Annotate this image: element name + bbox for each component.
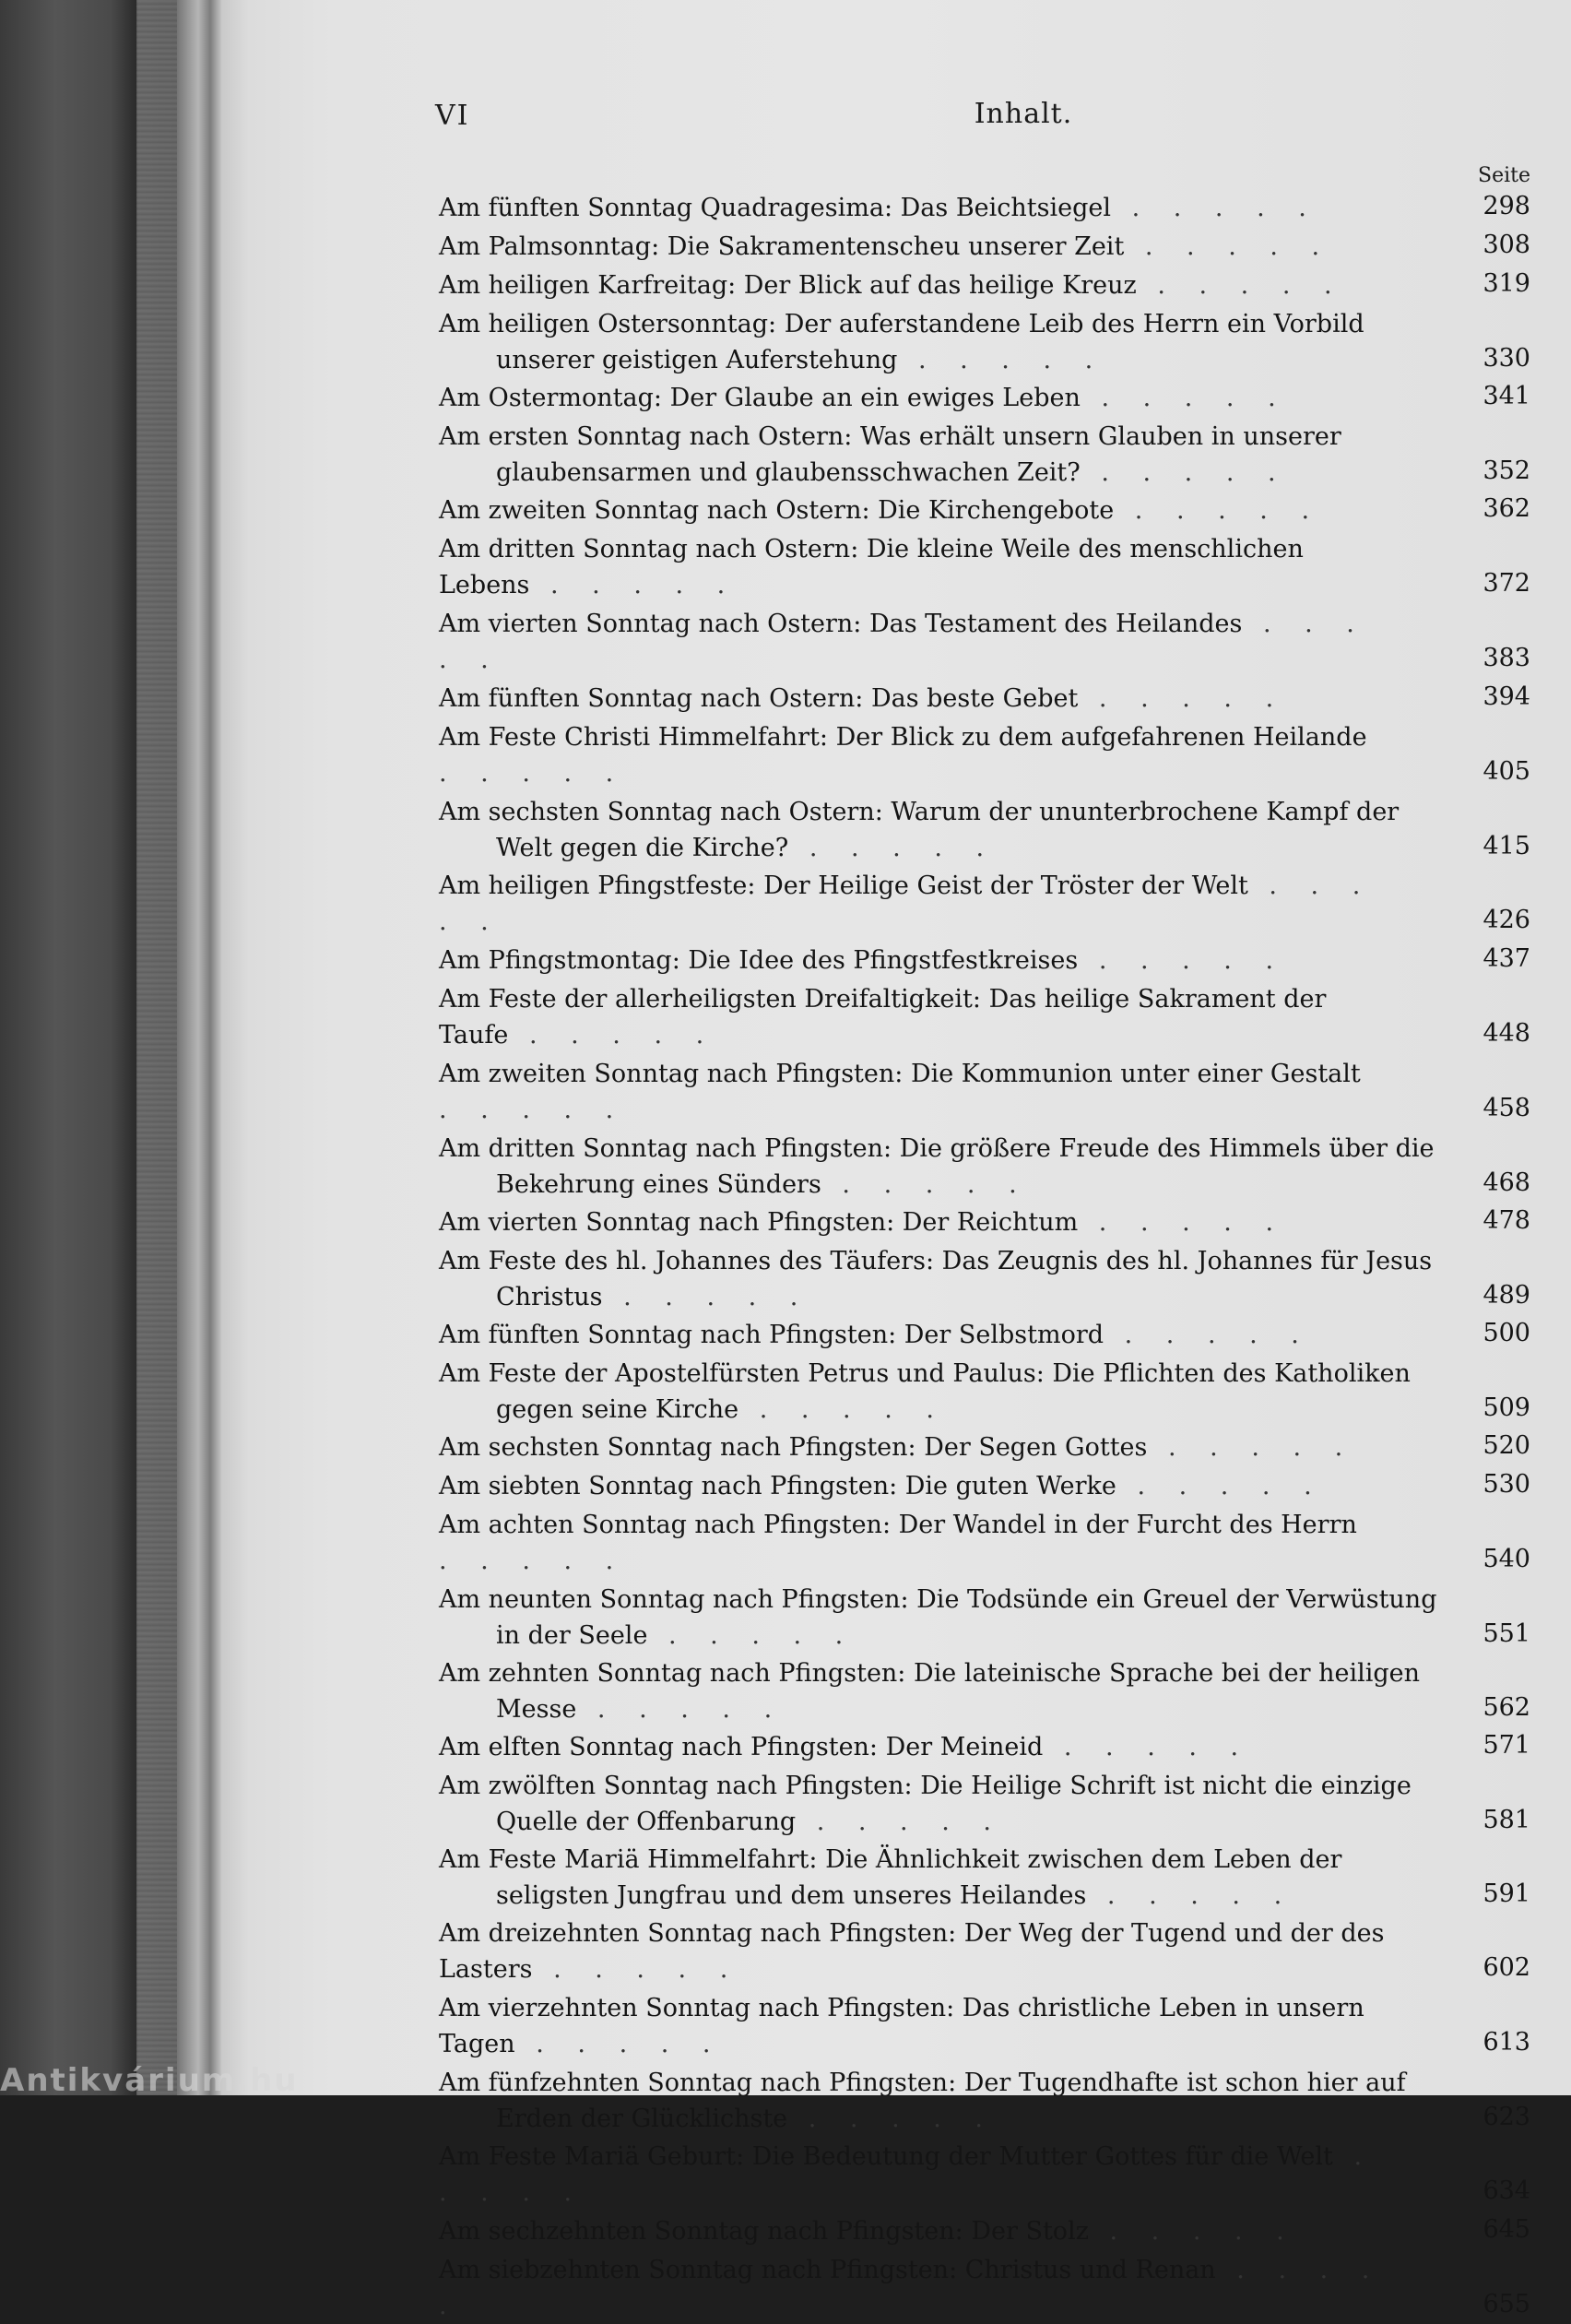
book-spine bbox=[0, 0, 221, 2095]
watermark-stamp: Antikvárium.hu bbox=[0, 2062, 299, 2099]
toc-entry-title: Am Feste Mariä Himmelfahrt: Die Ähnlichkeit zwischen dem Leben der seligsten Jungfrau und dem unseres Heilandes . . . . . bbox=[439, 1845, 1342, 1910]
toc-entry-page: 530 bbox=[1482, 1470, 1530, 1499]
toc-entry-page: 394 bbox=[1482, 682, 1530, 711]
toc-entry bbox=[439, 1768, 1530, 1840]
dot-leader: . . . . . bbox=[439, 872, 1374, 936]
toc-entry-title: Am ersten Sonntag nach Ostern: Was erhält unsern Glauben in unserer glaubensarmen und glaubensschwachen Zeit? . . . . . bbox=[439, 422, 1341, 487]
toc-entry-page: 581 bbox=[1482, 1806, 1530, 1834]
toc-entry-title: Am vierzehnten Sonntag nach Pfingsten: Das christliche Leben in unsern Tagen . . . . . bbox=[439, 1994, 1364, 2058]
toc-entry-title: Am zehnten Sonntag nach Pfingsten: Die lateinische Sprache bei der heiligen Messe . . . . . bbox=[439, 1659, 1420, 1724]
dot-leader: . . . . . bbox=[508, 1021, 717, 1049]
toc-entry-title: Am fünften Sonntag nach Pfingsten: Der Selbstmord . . . . . bbox=[439, 1321, 1312, 1349]
toc-entry-title: Am fünften Sonntag Quadragesima: Das Beichtsiegel . . . . . bbox=[439, 194, 1319, 222]
spine-binding bbox=[136, 0, 177, 2095]
toc-entry bbox=[439, 1317, 1530, 1353]
dot-leader: . . . . . bbox=[1116, 1472, 1325, 1500]
toc-entry-title: Am Feste des hl. Johannes des Täufers: Das Zeugnis des hl. Johannes für Jesus Christus . . . . . bbox=[439, 1247, 1433, 1311]
dot-leader: . . . . . bbox=[439, 2142, 1376, 2207]
dot-leader: . . . . . bbox=[1080, 458, 1289, 487]
page-title: Inhalt. bbox=[974, 98, 1073, 130]
toc-entry-page: 489 bbox=[1482, 1281, 1530, 1310]
toc-entry-title: Am Ostermontag: Der Glaube an ein ewiges Leben . . . . . bbox=[439, 384, 1289, 412]
toc-entry-page: 426 bbox=[1482, 906, 1530, 934]
toc-entry bbox=[439, 1990, 1530, 2062]
dot-leader: . . . . . bbox=[1136, 271, 1345, 300]
toc-entry-title: Am Feste Mariä Geburt: Die Bedeutung der Mutter Gottes für die Welt . . . . . bbox=[439, 2142, 1376, 2207]
toc-entry-title: Am Palmsonntag: Die Sakramentenscheu unserer Zeit . . . . . bbox=[439, 232, 1333, 261]
dot-leader: . . . . . bbox=[1080, 384, 1289, 412]
toc-entry-page: 352 bbox=[1482, 456, 1530, 485]
toc-entry-title: Am heiligen Pfingstfeste: Der Heilige Geist der Tröster der Welt . . . . . bbox=[439, 872, 1374, 936]
toc-entry-page: 448 bbox=[1482, 1019, 1530, 1048]
book-page bbox=[221, 0, 1571, 2320]
toc-entry-page: 458 bbox=[1482, 1094, 1530, 1122]
dot-leader: . . . . . bbox=[1078, 1208, 1287, 1237]
dot-leader: . . . . . bbox=[529, 571, 738, 599]
dot-leader: . . . . . bbox=[787, 2105, 996, 2133]
toc-entry bbox=[439, 2252, 1530, 2324]
toc-entry-title: Am sechzehnten Sonntag nach Pfingsten: Der Stolz . . . . . bbox=[439, 2217, 1297, 2246]
dot-leader: . . . . . bbox=[1147, 1433, 1356, 1462]
toc-entry bbox=[439, 1131, 1530, 1203]
toc-entry-page: 319 bbox=[1482, 269, 1530, 298]
toc-entry-page: 634 bbox=[1482, 2176, 1530, 2205]
toc-entry-page: 571 bbox=[1482, 1731, 1530, 1760]
toc-entry bbox=[439, 1429, 1530, 1465]
toc-entry-title: Am dritten Sonntag nach Pfingsten: Die größere Freude des Himmels über die Bekehrung eines Sünders . . . . . bbox=[439, 1134, 1435, 1199]
toc-entry-title: Am zweiten Sonntag nach Pfingsten: Die Kommunion unter einer Gestalt . . . . . bbox=[439, 1060, 1361, 1124]
dot-leader: . . . . . bbox=[821, 1170, 1030, 1199]
toc-entry bbox=[439, 531, 1530, 603]
toc-entry-page: 655 bbox=[1482, 2290, 1530, 2318]
toc-entry bbox=[439, 2139, 1530, 2211]
toc-entry bbox=[439, 419, 1530, 491]
toc-entry bbox=[439, 1729, 1530, 1765]
toc-entry-page: 591 bbox=[1482, 1879, 1530, 1908]
toc-entry bbox=[439, 492, 1530, 528]
toc-entry-page: 298 bbox=[1482, 192, 1530, 220]
dot-leader: . . . . . bbox=[738, 1395, 947, 1424]
toc-entry-title: Am vierten Sonntag nach Pfingsten: Der Reichtum . . . . . bbox=[439, 1208, 1287, 1237]
toc-entry-page: 613 bbox=[1482, 2028, 1530, 2057]
dot-leader: . . . . . bbox=[439, 1547, 627, 1575]
dot-leader: . . . . . bbox=[1088, 2217, 1297, 2246]
toc-entry-title: Am Feste der Apostelfürsten Petrus und Paulus: Die Pflichten des Katholiken gegen seine Kirche . . . . . bbox=[439, 1359, 1411, 1424]
toc-entry-title: Am achten Sonntag nach Pfingsten: Der Wandel in der Furcht des Herrn . . . . . bbox=[439, 1511, 1357, 1575]
dot-leader: . . . . . bbox=[647, 1621, 856, 1650]
toc-entry bbox=[439, 868, 1530, 940]
toc-entry bbox=[439, 943, 1530, 978]
toc-entry bbox=[439, 1655, 1530, 1727]
dot-leader: . . . . . bbox=[1104, 1321, 1312, 1349]
toc-entry-page: 520 bbox=[1482, 1431, 1530, 1460]
toc-entry bbox=[439, 1204, 1530, 1240]
toc-entry-title: Am neunten Sonntag nach Pfingsten: Die Todsünde ein Greuel der Verwüstung in der Seele . . . . . bbox=[439, 1585, 1437, 1650]
toc-entry-page: 362 bbox=[1482, 494, 1530, 523]
toc-entry-page: 623 bbox=[1482, 2103, 1530, 2131]
toc-entry bbox=[439, 2213, 1530, 2249]
toc-entry-title: Am sechsten Sonntag nach Ostern: Warum der ununterbrochene Kampf der Welt gegen die Kirche? . . . . . bbox=[439, 798, 1400, 862]
toc-entry-page: 330 bbox=[1482, 344, 1530, 373]
toc-entry bbox=[439, 1356, 1530, 1428]
toc-entry-page: 562 bbox=[1482, 1693, 1530, 1722]
toc-entry bbox=[439, 2065, 1530, 2137]
toc-entry-page: 540 bbox=[1482, 1545, 1530, 1573]
page-number: VI bbox=[435, 100, 470, 132]
toc-entry-title: Am heiligen Karfreitag: Der Blick auf das heilige Kreuz . . . . . bbox=[439, 271, 1345, 300]
toc-entry bbox=[439, 190, 1530, 226]
toc-entry bbox=[439, 719, 1530, 791]
dot-leader: . . . . . bbox=[532, 1955, 741, 1984]
dot-leader: . . . . . bbox=[439, 610, 1367, 674]
page-column-label: Seite bbox=[1478, 164, 1530, 187]
toc-entry-page: 478 bbox=[1482, 1206, 1530, 1235]
dot-leader: . . . . . bbox=[788, 834, 998, 862]
toc-entry-title: Am sechsten Sonntag nach Pfingsten: Der Segen Gottes . . . . . bbox=[439, 1433, 1356, 1462]
toc-entry bbox=[439, 1842, 1530, 1914]
toc-entry-title: Am dritten Sonntag nach Ostern: Die kleine Weile des menschlichen Lebens . . . . . bbox=[439, 535, 1304, 599]
dot-leader: . . . . . bbox=[576, 1695, 786, 1724]
dot-leader: . . . . . bbox=[1086, 1881, 1295, 1910]
toc-entry-page: 551 bbox=[1482, 1619, 1530, 1648]
toc-entry-page: 468 bbox=[1482, 1168, 1530, 1197]
toc-entry-page: 602 bbox=[1482, 1953, 1530, 1982]
dot-leader: . . . . . bbox=[1124, 232, 1333, 261]
toc-entry-title: Am fünften Sonntag nach Ostern: Das beste Gebet . . . . . bbox=[439, 684, 1287, 713]
toc-entry-page: 308 bbox=[1482, 231, 1530, 259]
toc-entry-title: Am siebten Sonntag nach Pfingsten: Die guten Werke . . . . . bbox=[439, 1472, 1325, 1500]
toc-entry-title: Am siebzehnten Sonntag nach Pfingsten: Christus und Renan . . . . . bbox=[439, 2256, 1383, 2320]
toc-entry-page: 437 bbox=[1482, 944, 1530, 973]
toc-entry-page: 509 bbox=[1482, 1393, 1530, 1422]
dot-leader: . . . . . bbox=[1078, 684, 1287, 713]
toc-entry-page: 383 bbox=[1482, 644, 1530, 672]
toc-entry bbox=[439, 1468, 1530, 1504]
toc-entry-title: Am dreizehnten Sonntag nach Pfingsten: Der Weg der Tugend und der des Lasters . . . . . bbox=[439, 1919, 1385, 1984]
dot-leader: . . . . . bbox=[514, 2030, 724, 2058]
toc-entry bbox=[439, 1507, 1530, 1579]
toc-entry bbox=[439, 681, 1530, 717]
dot-leader: . . . . . bbox=[439, 2256, 1383, 2320]
toc-entry bbox=[439, 1915, 1530, 1987]
toc-entry-title: Am Feste Christi Himmelfahrt: Der Blick zu dem aufgefahrenen Heilande . . . . . bbox=[439, 723, 1367, 788]
toc-entry bbox=[439, 1582, 1530, 1654]
dot-leader: . . . . . bbox=[1078, 946, 1287, 975]
toc-entry-page: 405 bbox=[1482, 757, 1530, 786]
toc-entry bbox=[439, 1243, 1530, 1315]
toc-entry-title: Am vierten Sonntag nach Ostern: Das Testament des Heilandes . . . . . bbox=[439, 610, 1367, 674]
toc-entry-title: Am Feste der allerheiligsten Dreifaltigkeit: Das heilige Sakrament der Taufe . . . . . bbox=[439, 985, 1327, 1049]
toc-entry-page: 500 bbox=[1482, 1319, 1530, 1347]
dot-leader: . . . . . bbox=[1111, 194, 1319, 222]
dot-leader: . . . . . bbox=[602, 1283, 811, 1311]
dot-leader: . . . . . bbox=[1043, 1733, 1252, 1761]
toc-entry-title: Am elften Sonntag nach Pfingsten: Der Meineid . . . . . bbox=[439, 1733, 1252, 1761]
toc-entry bbox=[439, 380, 1530, 416]
toc-entry bbox=[439, 606, 1530, 678]
dot-leader: . . . . . bbox=[1114, 496, 1323, 525]
toc-entry bbox=[439, 267, 1530, 303]
toc-entry bbox=[439, 1056, 1530, 1128]
toc-entry-title: Am zweiten Sonntag nach Ostern: Die Kirchengebote . . . . . bbox=[439, 496, 1323, 525]
toc-entry bbox=[439, 306, 1530, 378]
toc-entry-title: Am heiligen Ostersonntag: Der auferstandene Leib des Herrn ein Vorbild unserer geistigen Auferstehung . . . . . bbox=[439, 310, 1364, 374]
toc-entry-page: 645 bbox=[1482, 2215, 1530, 2244]
dot-leader: . . . . . bbox=[439, 759, 627, 788]
toc-entry-title: Am fünfzehnten Sonntag nach Pfingsten: Der Tugendhafte ist schon hier auf Erden der Glücklichste . . . . . bbox=[439, 2069, 1406, 2133]
toc-entry bbox=[439, 229, 1530, 265]
toc-entry bbox=[439, 794, 1530, 866]
dot-leader: . . . . . bbox=[439, 1096, 627, 1124]
dot-leader: . . . . . bbox=[897, 346, 1106, 374]
toc-entry-title: Am zwölften Sonntag nach Pfingsten: Die Heilige Schrift ist nicht die einzige Quelle der Offenbarung . . . . . bbox=[439, 1772, 1412, 1836]
toc-entry bbox=[439, 981, 1530, 1053]
toc-entry-page: 372 bbox=[1482, 569, 1530, 598]
toc-entry-title: Am Pfingstmontag: Die Idee des Pfingstfestkreises . . . . . bbox=[439, 946, 1287, 975]
dot-leader: . . . . . bbox=[796, 1808, 1004, 1836]
toc-entry-page: 341 bbox=[1482, 382, 1530, 410]
table-of-contents bbox=[439, 190, 1530, 2320]
toc-entry-page: 415 bbox=[1482, 832, 1530, 860]
